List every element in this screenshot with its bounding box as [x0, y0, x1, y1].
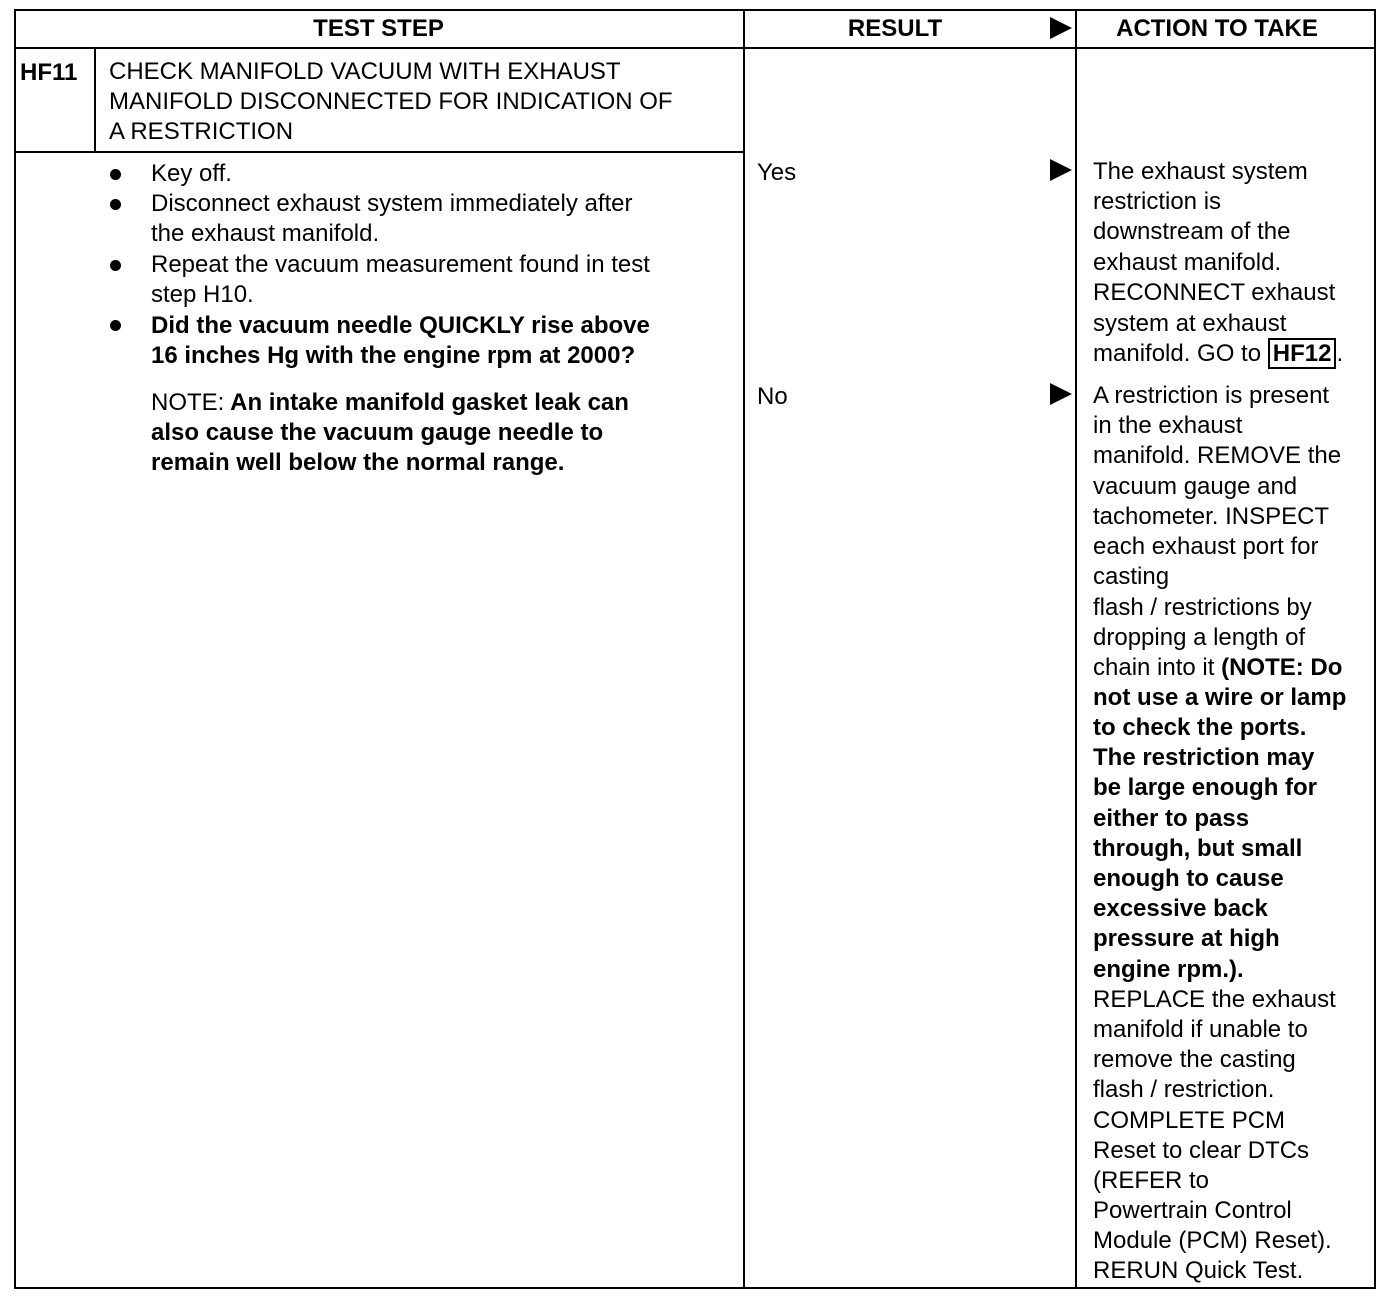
- step-note: also cause the vacuum gauge needle to: [151, 419, 604, 446]
- action-note-line: pressure at high: [1093, 925, 1280, 952]
- action-note-line: either to pass: [1093, 805, 1250, 832]
- action-note-start: (NOTE: Do: [1221, 654, 1343, 681]
- bullet-icon: [110, 199, 121, 210]
- action-line: casting: [1093, 563, 1170, 590]
- header-arrow-icon: [1050, 17, 1072, 39]
- bullet-icon: [110, 320, 121, 331]
- bullet-icon: [110, 169, 121, 180]
- action-line: RERUN Quick Test.: [1093, 1257, 1304, 1284]
- result-no: No: [757, 383, 788, 410]
- action-line: each exhaust port for: [1093, 533, 1319, 560]
- header-divider: [14, 47, 1376, 49]
- step-title-line: MANIFOLD DISCONNECTED FOR INDICATION OF: [109, 88, 673, 115]
- action-note-line: excessive back: [1093, 895, 1268, 922]
- action-note-line: The restriction may: [1093, 744, 1315, 771]
- action-line: REPLACE the exhaust: [1093, 986, 1336, 1013]
- step-id: HF11: [20, 59, 78, 86]
- action-note-line: enough to cause: [1093, 865, 1284, 892]
- action-line: RECONNECT exhaust: [1093, 279, 1336, 306]
- action-line: (REFER to: [1093, 1167, 1210, 1194]
- action-line: A restriction is present: [1093, 382, 1330, 409]
- action-line: system at exhaust: [1093, 310, 1287, 337]
- step-question: Did the vacuum needle QUICKLY rise above: [151, 312, 650, 339]
- action-line: remove the casting: [1093, 1046, 1296, 1073]
- header-result: RESULT: [847, 15, 943, 42]
- action-column-divider: [1075, 9, 1077, 1289]
- action-line: exhaust manifold.: [1093, 249, 1282, 276]
- step-note: remain well below the normal range.: [151, 449, 565, 476]
- step-title-line: CHECK MANIFOLD VACUUM WITH EXHAUST: [109, 58, 621, 85]
- action-line: The exhaust system: [1093, 158, 1308, 185]
- note-text: An intake manifold gasket leak can: [230, 389, 629, 416]
- step-instruction: Key off.: [151, 160, 232, 187]
- action-line: Powertrain Control: [1093, 1197, 1292, 1224]
- bullet-icon: [110, 260, 121, 271]
- step-title-line: A RESTRICTION: [109, 118, 294, 145]
- action-note-line: engine rpm.).: [1093, 956, 1244, 983]
- step-title-divider: [14, 151, 745, 153]
- step-instruction: step H10.: [151, 281, 254, 308]
- action-text: manifold. GO to: [1093, 340, 1268, 367]
- step-reference-link[interactable]: HF12: [1268, 338, 1337, 369]
- action-line: downstream of the: [1093, 218, 1291, 245]
- result-arrow-icon: [1050, 383, 1072, 405]
- action-line: Module (PCM) Reset).: [1093, 1227, 1332, 1254]
- step-instruction: Repeat the vacuum measurement found in test: [151, 251, 650, 278]
- action-line: restriction is: [1093, 188, 1222, 215]
- action-line: [1093, 653, 1342, 683]
- action-line: tachometer. INSPECT: [1093, 503, 1330, 530]
- result-column-divider: [743, 9, 745, 1289]
- step-instruction: Disconnect exhaust system immediately after: [151, 190, 633, 217]
- step-instruction: the exhaust manifold.: [151, 220, 380, 247]
- action-text: chain into it: [1093, 654, 1222, 681]
- action-line: dropping a length of: [1093, 624, 1306, 651]
- result-arrow-icon: [1050, 159, 1072, 181]
- result-yes: Yes: [757, 159, 797, 186]
- action-note-line: not use a wire or lamp: [1093, 684, 1347, 711]
- action-line: [1093, 339, 1343, 369]
- action-line: flash / restriction.: [1093, 1076, 1275, 1103]
- action-line: COMPLETE PCM: [1093, 1107, 1286, 1134]
- action-note-line: be large enough for: [1093, 774, 1318, 801]
- step-id-divider: [94, 47, 96, 152]
- action-text: .: [1336, 340, 1344, 367]
- note-label: NOTE:: [151, 389, 225, 416]
- action-line: in the exhaust: [1093, 412, 1243, 439]
- step-note: [151, 388, 629, 418]
- action-line: flash / restrictions by: [1093, 594, 1312, 621]
- action-line: Reset to clear DTCs: [1093, 1137, 1310, 1164]
- action-line: manifold if unable to: [1093, 1016, 1308, 1043]
- action-line: vacuum gauge and: [1093, 473, 1298, 500]
- header-test-step: TEST STEP: [313, 15, 444, 42]
- action-note-line: to check the ports.: [1093, 714, 1307, 741]
- action-note-line: through, but small: [1093, 835, 1303, 862]
- action-line: manifold. REMOVE the: [1093, 442, 1342, 469]
- header-action: ACTION TO TAKE: [1116, 15, 1318, 42]
- step-question: 16 inches Hg with the engine rpm at 2000?: [151, 342, 636, 369]
